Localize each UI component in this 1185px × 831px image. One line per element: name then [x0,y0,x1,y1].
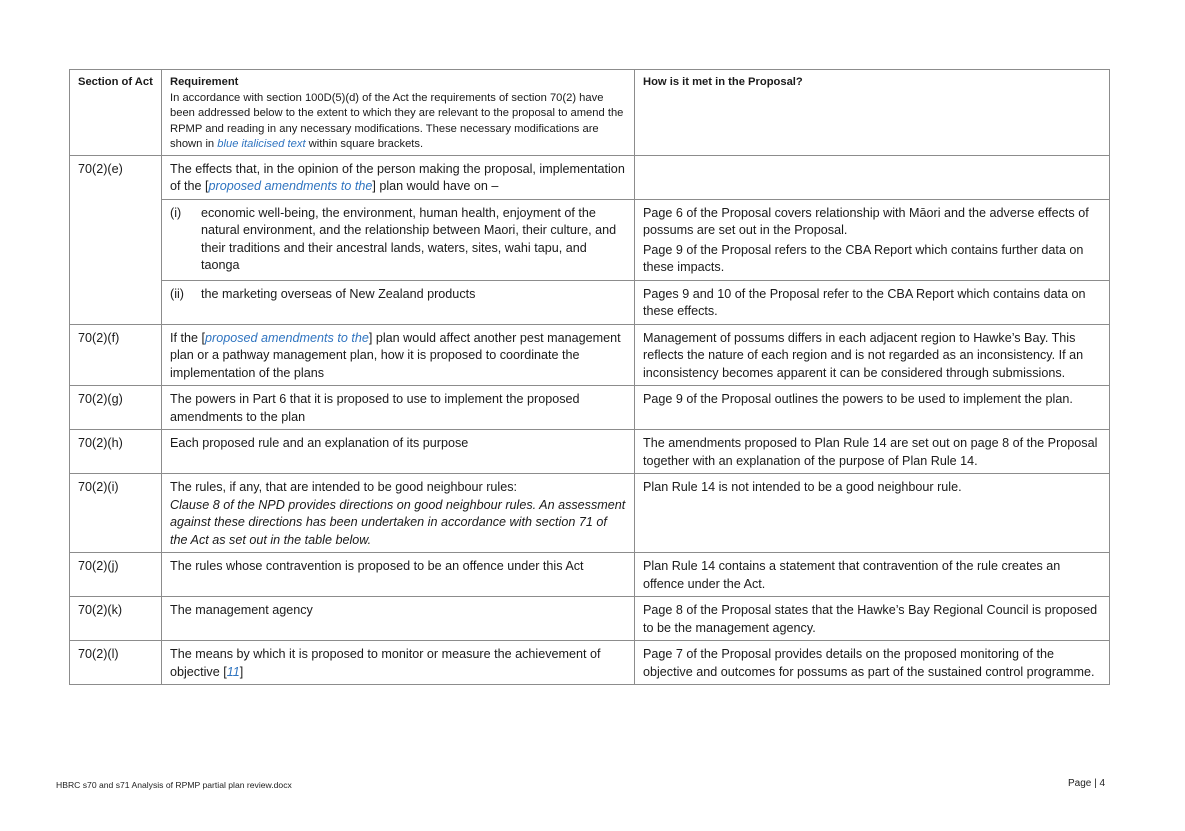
requirement-cell: The means by which it is proposed to monitor or measure the achievement of objective [11] [162,641,635,685]
how-cell: Page 9 of the Proposal outlines the powers to be used to implement the plan. [635,386,1110,430]
header-section: Section of Act [70,70,162,156]
table-row [70,155,1110,199]
how-cell: The amendments proposed to Plan Rule 14 are set out on page 8 of the Proposal together with an explanation of the purpose of Plan Rule 14. [635,430,1110,474]
section-cell: 70(2)(f) [70,324,162,386]
table-row [70,474,1110,553]
how-cell: Plan Rule 14 contains a statement that contravention of the rule creates an offence under the Act. [635,553,1110,597]
how-cell: Page 6 of the Proposal covers relationship with Māori and the adverse effects of possums are set out in the Proposal. Page 9 of the Proposal refers to the CBA Report which contains further data on these impacts. [635,199,1110,280]
table-row [70,280,1110,324]
requirement-note: In accordance with section 100D(5)(d) of the Act the requirements of section 70(2) have been addressed below to the extent to which they are relevant to the proposal to amend the RPMP and reading in any necessary modifications. These necessary modifications are shown in blue italicised text within square brackets. [170,91,624,151]
how-cell: Page 8 of the Proposal states that the Hawke’s Bay Regional Council is proposed to be the management agency. [635,597,1110,641]
footer-filename: HBRC s70 and s71 Analysis of RPMP partial plan review.docx [56,780,292,790]
how-cell: Plan Rule 14 is not intended to be a good neighbour rule. [635,474,1110,553]
table-row [70,324,1110,386]
footer-page-number: Page | 4 [1068,778,1106,789]
table-row [70,641,1110,685]
section-cell: 70(2)(e) [70,155,162,324]
requirement-cell: The powers in Part 6 that it is proposed to use to implement the proposed amendments to the plan [162,386,635,430]
requirement-cell: Each proposed rule and an explanation of its purpose [162,430,635,474]
requirement-title: Requirement [170,76,239,88]
section-cell: 70(2)(k) [70,597,162,641]
how-cell: Page 7 of the Proposal provides details on the proposed monitoring of the objective and outcomes for possums as part of the sustained control programme. [635,641,1110,685]
header-how: How is it met in the Proposal? [635,70,1110,156]
how-cell: Pages 9 and 10 of the Proposal refer to the CBA Report which contains data on these effects. [635,280,1110,324]
requirement-cell: The effects that, in the opinion of the person making the proposal, implementation of the [proposed amendments to the] plan would have on – [162,155,635,199]
table-row [70,386,1110,430]
section-cell: 70(2)(g) [70,386,162,430]
how-cell: Management of possums differs in each adjacent region to Hawke’s Bay. This reflects the nature of each region and is not regarded as an inconsistency. If an inconsistency becomes apparent it can be considered through submissions. [635,324,1110,386]
header-requirement [162,70,635,156]
table-row [70,553,1110,597]
requirement-cell: (ii) the marketing overseas of New Zealand products [162,280,635,324]
table-header-row [70,70,1110,156]
section-cell: 70(2)(l) [70,641,162,685]
requirement-cell: The rules, if any, that are intended to be good neighbour rules: Clause 8 of the NPD provides directions on good neighbour rules. An assessment against these directions has been undertaken in accordance with section 71 of the Act as set out in the table below. [162,474,635,553]
requirement-cell: If the [proposed amendments to the] plan would affect another pest management plan or a pathway management plan, how it is proposed to coordinate the implementation of the plans [162,324,635,386]
section-cell: 70(2)(j) [70,553,162,597]
how-cell [635,155,1110,199]
section-cell: 70(2)(i) [70,474,162,553]
table-row [70,597,1110,641]
requirement-cell: The management agency [162,597,635,641]
section-cell: 70(2)(h) [70,430,162,474]
requirement-cell: (i) economic well-being, the environment, human health, enjoyment of the natural environment, and the relationship between Maori, their culture, and their traditions and their ancestral lands, waters, sites, wahi tapu, and taonga [162,199,635,280]
requirements-table [69,69,1110,685]
requirement-cell: The rules whose contravention is proposed to be an offence under this Act [162,553,635,597]
table-row [70,430,1110,474]
table-row [70,199,1110,280]
